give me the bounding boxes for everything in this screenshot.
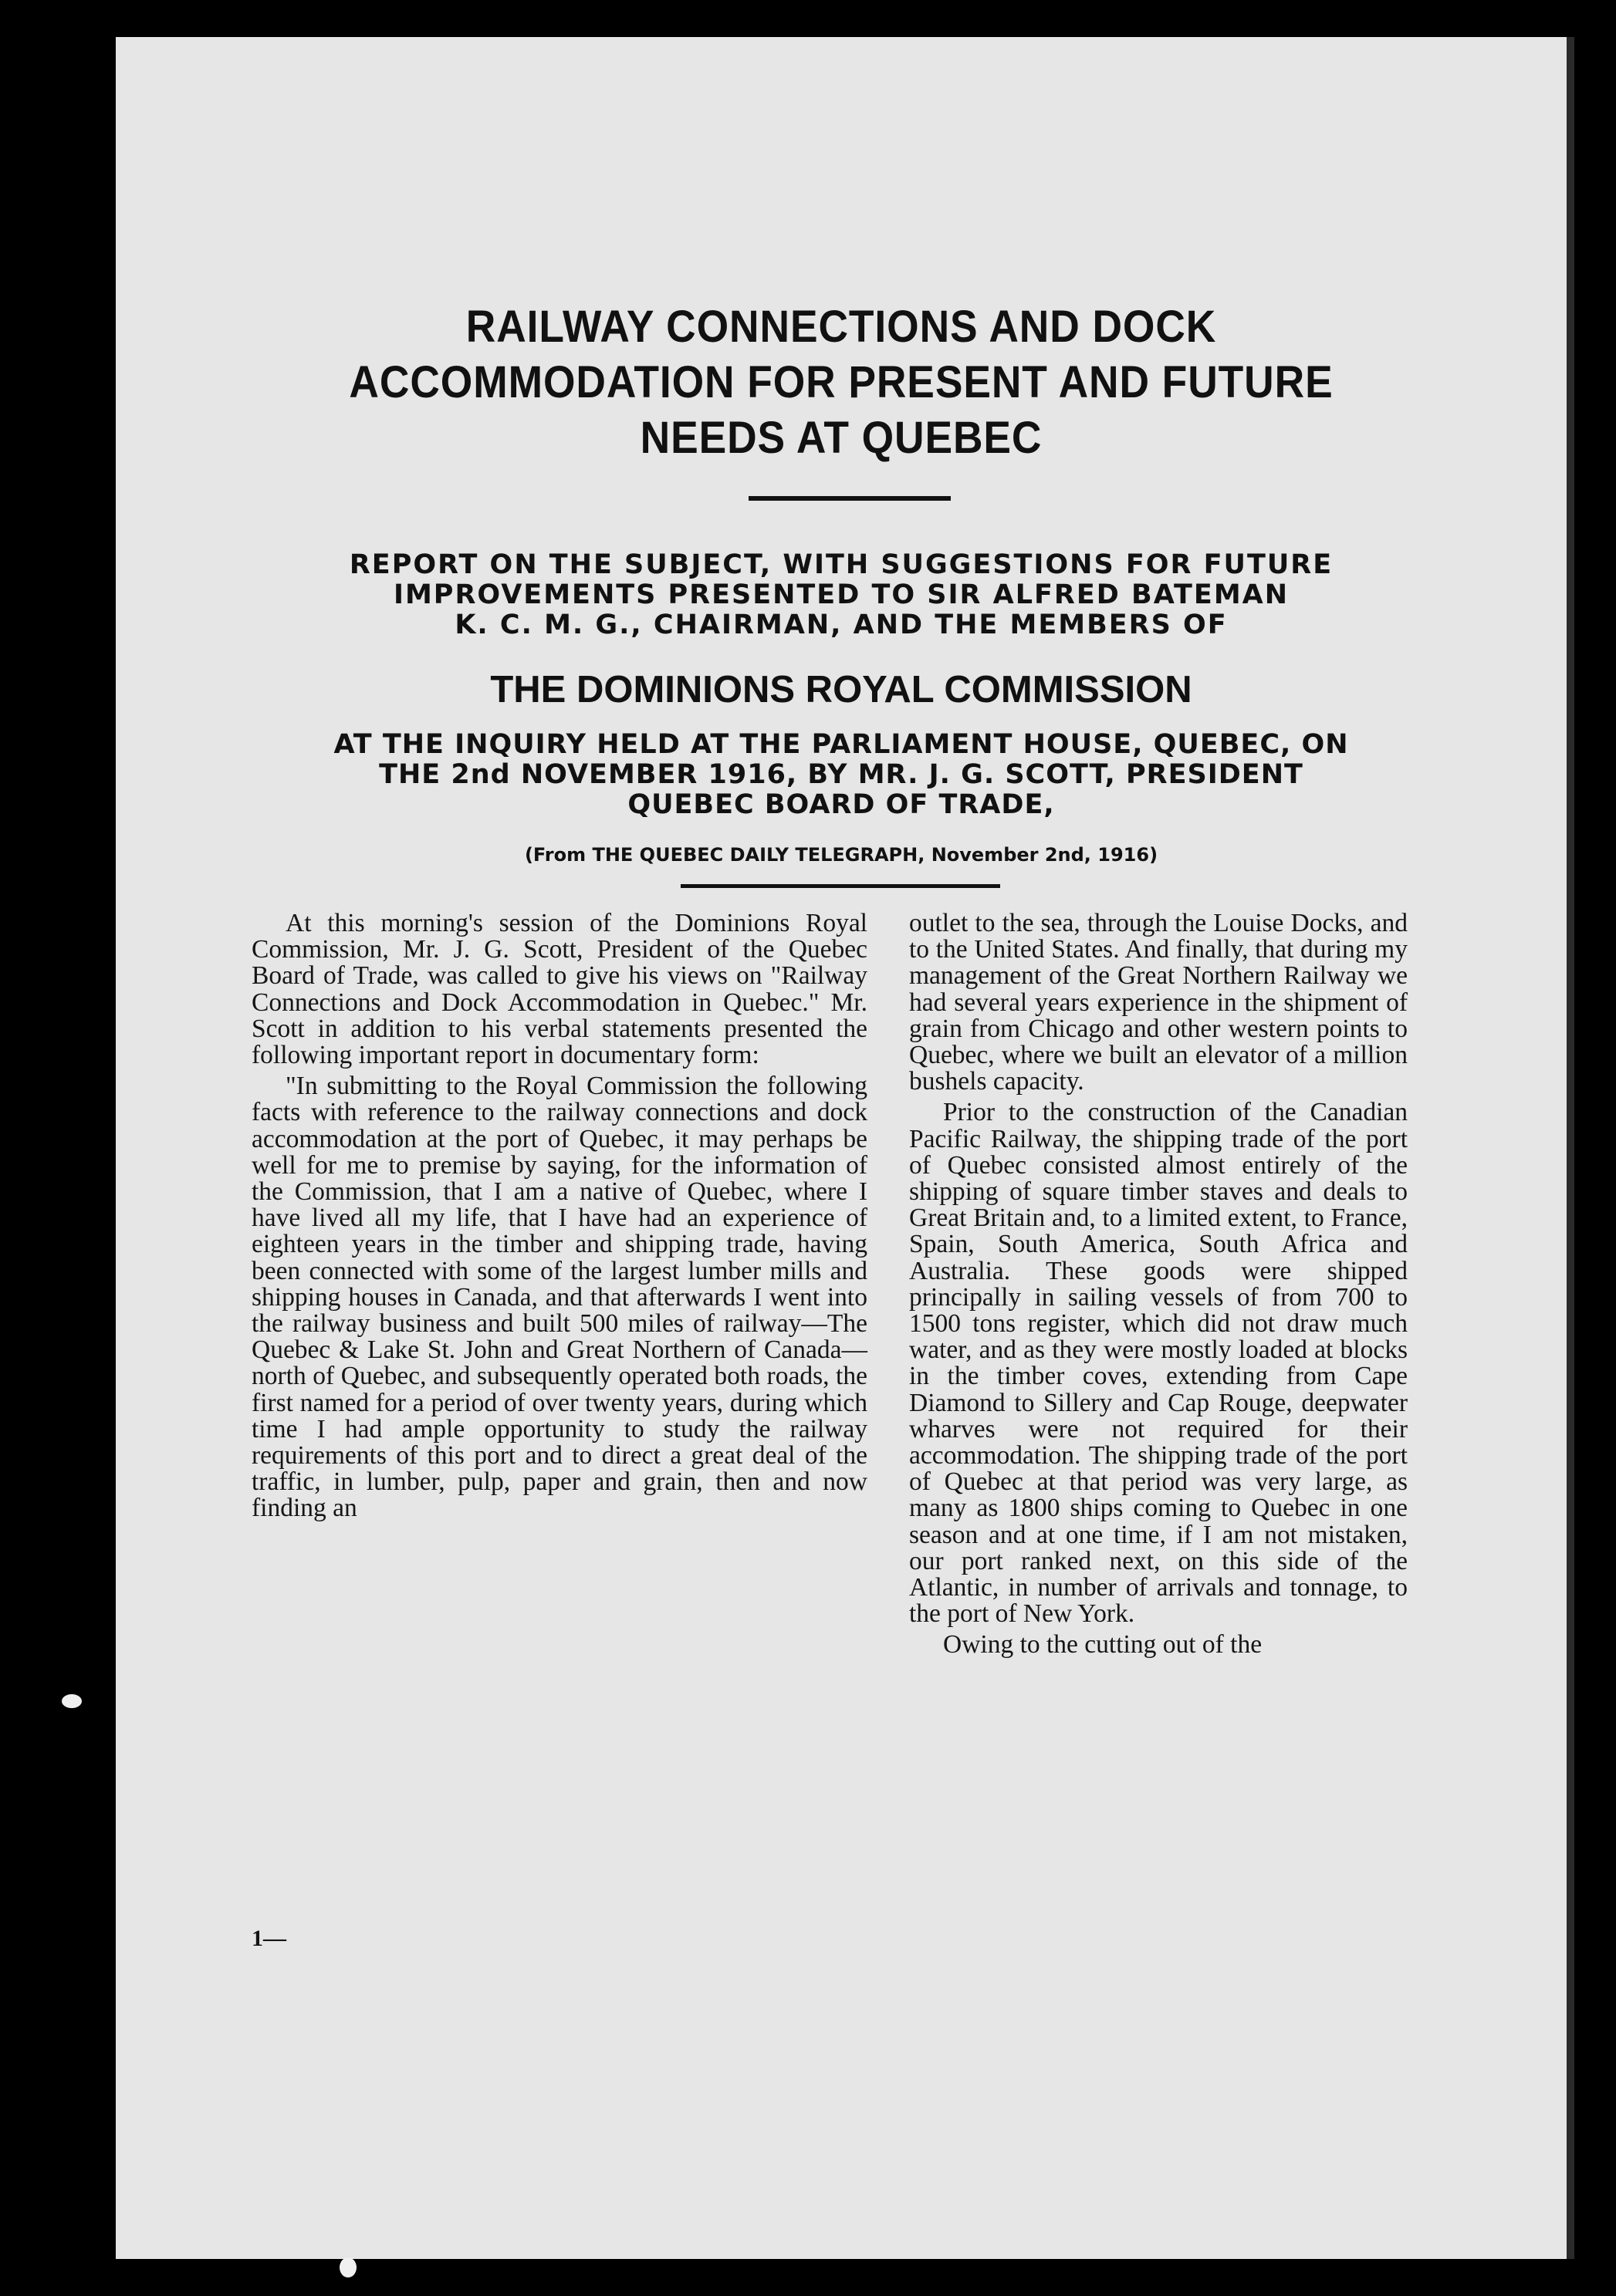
scan-speck bbox=[62, 1694, 82, 1708]
paragraph: "In submitting to the Royal Commission the following facts with reference to the railway connections and dock accommodation at the port of Quebec, it may perhaps be well for me to premise by saying, for the information of the Commission, that I am a native of Quebec, where I have lived all my life, that I have had an experience of eighteen years in the timber and shipping trade, having been connected with some of the largest lumber mills and shipping houses in Canada, and that afterwards I went into the railway business and built 500 miles of railway—The Quebec & Lake St. John and Great Northern of Canada—north of Quebec, and subsequently operated both roads, the first named for a period of over twenty years, during which time I had ample opportunity to study the railway requirements of this port and to direct a great deal of the traffic, in lumber, pulp, paper and grain, then and now finding an bbox=[252, 1072, 867, 1523]
document-title bbox=[174, 299, 1509, 466]
paragraph: Prior to the construction of the Canadian Pacific Railway, the shipping trade of the port of Quebec consisted almost entirely of the shipping of square timber staves and deals to Great Britain and, to a limited extent, to France, Spain, South America, South Africa and Australia. These goods were shipped principally in sailing vessels of from 700 to 1500 tons register, which did not draw much water, and as they were mostly loaded at blocks in the timber coves, extending from Cape Diamond to Sillery and Cap Rouge, deepwater wharves were not required for their accommodation. The shipping trade of the port of Quebec at that period was very large, as many as 1800 ships coming to Quebec in one season and at one time, if I am not mistaken, our port ranked next, on this side of the Atlantic, in number of arrivals and tonnage, to the port of New York. bbox=[909, 1098, 1408, 1629]
paragraph: Owing to the cutting out of the bbox=[943, 1630, 1263, 1660]
commission-heading: THE DOMINIONS ROYAL COMMISSION bbox=[490, 669, 1192, 711]
inquiry-line: AT THE INQUIRY HELD AT THE PARLIAMENT HOUSE, QUEBEC, ON bbox=[333, 729, 1349, 760]
document-page bbox=[116, 37, 1574, 2259]
subtitle-line: IMPROVEMENTS PRESENTED TO SIR ALFRED BATEMAN bbox=[393, 579, 1290, 610]
source-citation: (From THE QUEBEC DAILY TELEGRAPH, November 2nd, 1916) bbox=[524, 844, 1158, 866]
subtitle-line: REPORT ON THE SUBJECT, WITH SUGGESTIONS FOR FUTURE bbox=[349, 549, 1334, 580]
title-rule bbox=[749, 496, 951, 501]
page-number: 1— bbox=[252, 1926, 286, 1951]
inquiry-line: QUEBEC BOARD OF TRADE, bbox=[627, 789, 1055, 820]
inquiry-line: THE 2nd NOVEMBER 1916, BY MR. J. G. SCOTT, PRESIDENT bbox=[379, 759, 1303, 790]
paragraph: outlet to the sea, through the Louise Docks, and to the United States. And finally, that during my management of the Great Northern Railway we had several years experience in the shipment of grain from Chicago and other western points to Quebec, where we built an elevator of a million bushels capacity. bbox=[909, 909, 1408, 1096]
report-subtitle bbox=[116, 550, 1567, 640]
paragraph: At this morning's session of the Dominions Royal Commission, Mr. J. G. Scott, President of the Quebec Board of Trade, was called to give his views on "Railway Connections and Dock Accommodation in Quebec." Mr. Scott in addition to his verbal statements presented the following important report in documentary form: bbox=[252, 909, 867, 1070]
title-line: NEEDS AT QUEBEC bbox=[640, 413, 1043, 463]
text-column-right bbox=[909, 910, 1408, 1659]
source-rule bbox=[681, 884, 1000, 888]
scan-speck bbox=[340, 2257, 357, 2277]
subtitle-line: K. C. M. G., CHAIRMAN, AND THE MEMBERS OF bbox=[455, 609, 1228, 640]
text-column-left bbox=[252, 910, 867, 1522]
title-line: ACCOMMODATION FOR PRESENT AND FUTURE bbox=[349, 357, 1334, 407]
inquiry-details bbox=[116, 730, 1567, 820]
title-line: RAILWAY CONNECTIONS AND DOCK bbox=[465, 302, 1217, 352]
